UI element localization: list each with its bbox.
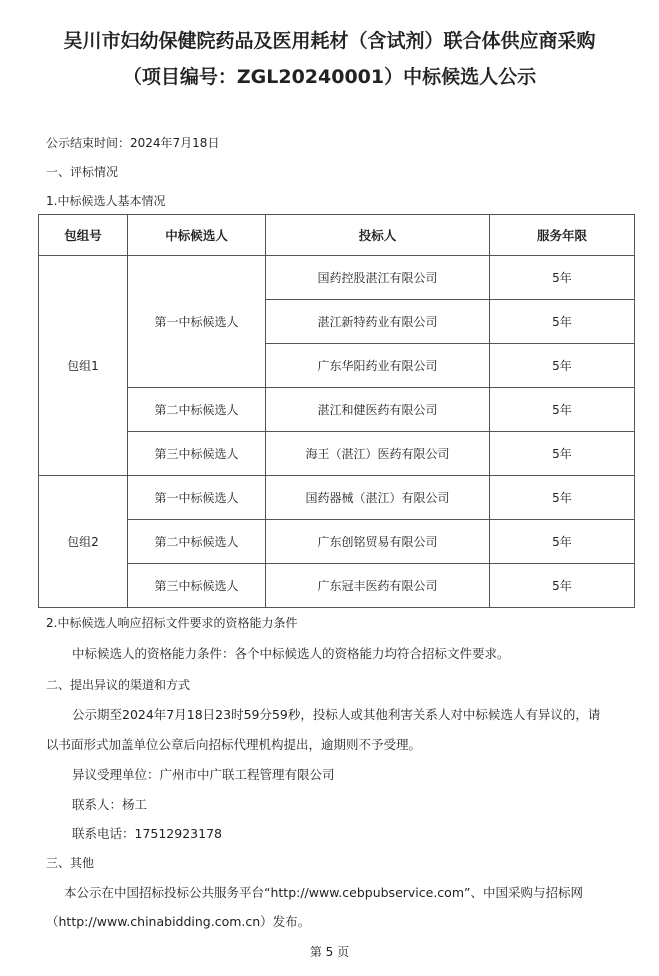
bidder-cell: 国药器械（湛江）有限公司	[266, 476, 490, 520]
term-cell: 5年	[490, 432, 635, 476]
rank-cell: 第一中标候选人	[128, 256, 266, 388]
publicity-end-time: 公示结束时间：2024年7月18日	[46, 136, 220, 150]
contact-person: 联系人：杨工	[72, 797, 148, 812]
rank-cell: 第三中标候选人	[128, 432, 266, 476]
objection-text-line1: 公示期至2024年7月18日23时59分59秒，投标人或其他利害关系人对中标候选人有异议的，请	[72, 707, 601, 722]
rank-cell: 第三中标候选人	[128, 564, 266, 608]
section-heading-evaluation: 一、评标情况	[46, 165, 119, 179]
table-row	[39, 388, 635, 432]
other-text-line1: 本公示在中国招标投标公共服务平台“http://www.cebpubservice.com”、中国采购与招标网	[64, 885, 583, 900]
term-cell: 5年	[490, 256, 635, 300]
term-cell: 5年	[490, 520, 635, 564]
section-heading-other: 三、其他	[46, 856, 95, 870]
term-cell: 5年	[490, 344, 635, 388]
document-title-line1: 吴川市妇幼保健院药品及医用耗材（含试剂）联合体供应商采购	[63, 30, 596, 52]
other-text-line2: （http://www.chinabidding.com.cn）发布。	[46, 914, 311, 929]
term-cell: 5年	[490, 564, 635, 608]
header-service-term: 服务年限	[490, 215, 635, 256]
table-row	[39, 476, 635, 520]
bidder-cell: 湛江新特药业有限公司	[266, 300, 490, 344]
bidder-cell: 国药控股湛江有限公司	[266, 256, 490, 300]
document-title-line2: （项目编号：ZGL20240001）中标候选人公示	[122, 66, 537, 88]
table-row	[39, 432, 635, 476]
subheading-candidate-info: 1.中标候选人基本情况	[46, 194, 166, 208]
term-cell: 5年	[490, 388, 635, 432]
table-row	[39, 256, 635, 300]
page-number: 第 5 页	[309, 945, 350, 959]
package-cell: 包组2	[39, 476, 128, 608]
section-heading-objection: 二、提出异议的渠道和方式	[46, 678, 191, 692]
header-bidder: 投标人	[266, 215, 490, 256]
table-header-row	[39, 215, 635, 256]
table-row	[39, 520, 635, 564]
rank-cell: 第一中标候选人	[128, 476, 266, 520]
table-row	[39, 564, 635, 608]
rank-cell: 第二中标候选人	[128, 520, 266, 564]
candidate-table	[38, 214, 635, 608]
term-cell: 5年	[490, 476, 635, 520]
header-candidate: 中标候选人	[128, 215, 266, 256]
subheading-qualification: 2.中标候选人响应招标文件要求的资格能力条件	[46, 616, 298, 630]
qualification-text: 中标候选人的资格能力条件：各个中标候选人的资格能力均符合招标文件要求。	[72, 646, 510, 661]
bidder-cell: 湛江和健医药有限公司	[266, 388, 490, 432]
bidder-cell: 海王（湛江）医药有限公司	[266, 432, 490, 476]
term-cell: 5年	[490, 300, 635, 344]
bidder-cell: 广东冠丰医药有限公司	[266, 564, 490, 608]
package-cell: 包组1	[39, 256, 128, 476]
objection-receiver: 异议受理单位：广州市中广联工程管理有限公司	[72, 767, 335, 782]
contact-phone: 联系电话：17512923178	[72, 826, 222, 841]
rank-cell: 第二中标候选人	[128, 388, 266, 432]
bidder-cell: 广东创铭贸易有限公司	[266, 520, 490, 564]
header-package: 包组号	[39, 215, 128, 256]
bidder-cell: 广东华阳药业有限公司	[266, 344, 490, 388]
objection-text-line2: 以书面形式加盖单位公章后向招标代理机构提出，逾期则不予受理。	[46, 737, 422, 752]
